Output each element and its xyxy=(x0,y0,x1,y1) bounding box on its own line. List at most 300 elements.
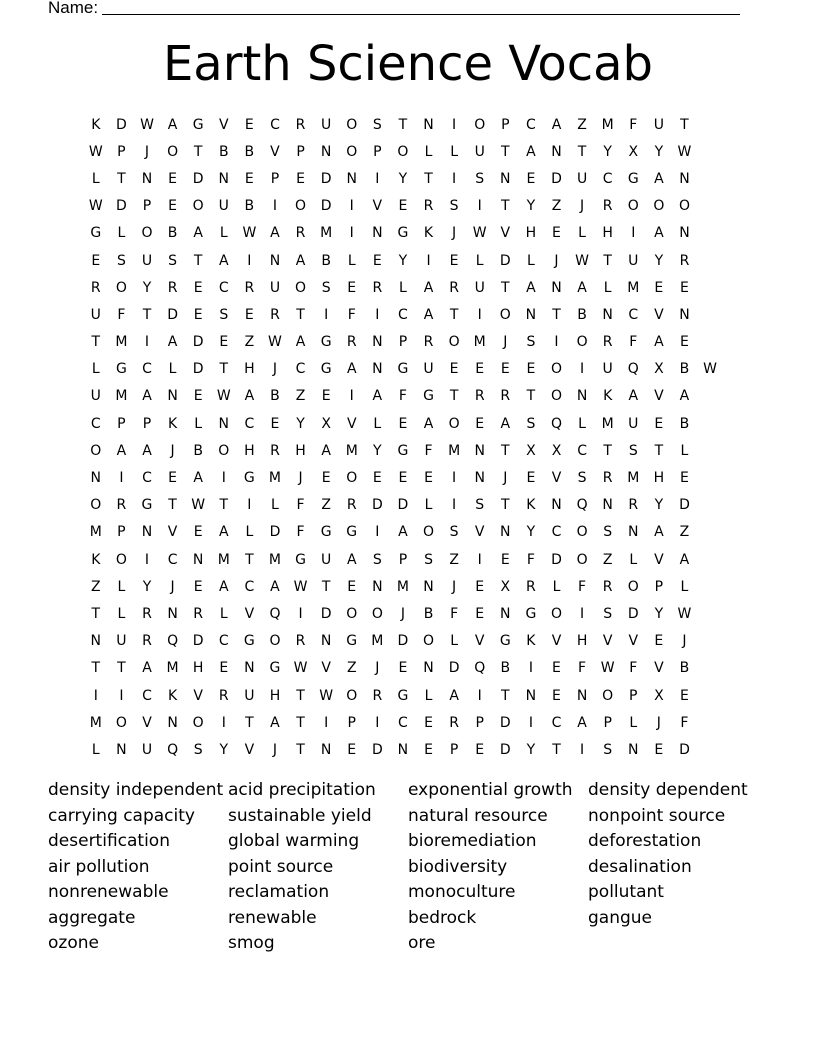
grid-letter: I xyxy=(349,388,354,405)
grid-letter: D xyxy=(371,497,383,514)
grid-letter: T xyxy=(296,714,305,731)
grid-letter: E xyxy=(526,170,536,187)
grid-row xyxy=(83,220,723,247)
grid-letter: Z xyxy=(91,578,101,595)
grid-letter: U xyxy=(474,279,485,296)
grid-letter: I xyxy=(452,170,457,187)
grid-letter: T xyxy=(219,361,229,378)
grid-letter: E xyxy=(475,361,485,378)
grid-letter: E xyxy=(193,578,203,595)
grid-letter: A xyxy=(423,279,434,296)
grid-letter: L xyxy=(91,361,100,378)
grid-letter: M xyxy=(345,442,358,459)
grid-letter: F xyxy=(629,334,638,351)
grid-letter: N xyxy=(141,170,153,187)
grid-letter: W xyxy=(677,143,692,160)
grid-letter: S xyxy=(475,497,485,514)
grid-letter: N xyxy=(141,524,153,541)
grid-letter: A xyxy=(167,334,178,351)
grid-letter: E xyxy=(168,470,177,487)
grid-letter: N xyxy=(500,524,511,541)
grid-letter: L xyxy=(117,578,126,595)
grid-letter: D xyxy=(371,741,383,758)
grid-letter: N xyxy=(628,741,639,758)
grid-letter: Z xyxy=(244,334,255,351)
grid-letter: A xyxy=(500,415,511,432)
grid-letter: V xyxy=(167,524,178,541)
grid-letter: L xyxy=(680,442,689,459)
grid-letter: R xyxy=(346,334,357,351)
grid-letter: P xyxy=(296,143,305,160)
grid-letter: N xyxy=(474,442,485,459)
grid-letter: G xyxy=(397,225,409,242)
grid-letter: W xyxy=(242,225,257,242)
grid-letter: G xyxy=(346,524,358,541)
grid-letter: M xyxy=(627,470,640,487)
grid-letter: U xyxy=(90,388,101,405)
grid-letter: N xyxy=(320,143,332,160)
grid-letter: Y xyxy=(219,741,229,758)
grid-letter: M xyxy=(448,442,461,459)
grid-letter: T xyxy=(91,334,101,351)
grid-letter: N xyxy=(628,524,639,541)
grid-letter: O xyxy=(192,198,204,215)
grid-letter: E xyxy=(475,741,485,758)
grid-letter: E xyxy=(296,170,305,187)
grid-letter: E xyxy=(347,279,357,296)
grid-letter: N xyxy=(679,170,690,187)
grid-letter: E xyxy=(372,470,382,487)
grid-letter: I xyxy=(298,605,303,622)
grid-letter: O xyxy=(90,497,102,514)
grid-letter: E xyxy=(424,470,433,487)
grid-letter: O xyxy=(448,415,460,432)
grid-letter: L xyxy=(399,279,407,296)
grid-letter: D xyxy=(499,252,511,269)
grid-letter: A xyxy=(346,551,357,568)
grid-letter: N xyxy=(167,388,178,405)
grid-letter: K xyxy=(167,687,178,704)
word-search-grid xyxy=(83,111,723,764)
grid-letter: I xyxy=(452,497,457,514)
grid-letter: J xyxy=(554,252,559,269)
grid-letter: H xyxy=(269,687,281,704)
word-bank-item: gangue xyxy=(588,907,653,928)
grid-letter: N xyxy=(397,741,409,758)
grid-letter: U xyxy=(628,252,639,269)
grid-letter: E xyxy=(475,578,485,595)
word-bank-item: monoculture xyxy=(408,882,516,902)
grid-letter: R xyxy=(602,578,613,595)
grid-letter: H xyxy=(525,225,537,242)
grid-letter: W xyxy=(319,687,334,704)
grid-letter: M xyxy=(89,524,102,541)
grid-letter: O xyxy=(576,524,588,541)
grid-letter: E xyxy=(398,415,408,432)
grid-letter: I xyxy=(119,687,124,704)
grid-letter: G xyxy=(397,361,409,378)
grid-letter: E xyxy=(219,334,229,351)
grid-letter: L xyxy=(552,578,561,595)
grid-letter: O xyxy=(346,470,358,487)
grid-letter: B xyxy=(679,361,690,378)
grid-letter: G xyxy=(320,524,332,541)
grid-letter: E xyxy=(680,334,689,351)
grid-letter: T xyxy=(654,442,664,459)
grid-letter: V xyxy=(372,198,383,215)
grid-letter: R xyxy=(372,279,383,296)
grid-row xyxy=(83,437,723,464)
grid-letter: N xyxy=(474,470,485,487)
grid-letter: U xyxy=(321,116,332,133)
grid-letter: O xyxy=(346,605,358,622)
grid-letter: T xyxy=(168,497,177,514)
grid-row xyxy=(83,274,723,301)
grid-letter: V xyxy=(321,660,331,677)
word-bank-item: acid precipitation xyxy=(228,780,376,800)
grid-letter: R xyxy=(679,252,690,269)
grid-letter: E xyxy=(244,116,254,133)
grid-row xyxy=(83,709,723,736)
word-bank-item: reclamation xyxy=(228,882,330,902)
grid-letter: O xyxy=(550,388,562,405)
grid-letter: G xyxy=(192,116,204,133)
grid-letter: O xyxy=(550,605,562,622)
grid-letter: E xyxy=(654,633,664,650)
grid-letter: L xyxy=(271,497,279,514)
grid-letter: N xyxy=(500,605,511,622)
grid-letter: T xyxy=(449,306,459,323)
grid-row xyxy=(83,410,723,437)
grid-letter: P xyxy=(475,714,484,731)
grid-row xyxy=(83,628,723,655)
grid-letter: D xyxy=(192,170,204,187)
grid-letter: N xyxy=(551,497,562,514)
word-bank-item: density independent xyxy=(48,780,224,800)
grid-letter: P xyxy=(654,578,664,595)
grid-letter: I xyxy=(580,741,585,758)
grid-letter: A xyxy=(270,578,280,595)
grid-letter: O xyxy=(295,279,307,296)
word-bank-item: biodiversity xyxy=(408,856,508,877)
name-label: Name: xyxy=(48,0,99,17)
grid-letter: G xyxy=(423,388,434,405)
grid-letter: N xyxy=(576,687,588,704)
grid-letter: G xyxy=(320,361,332,378)
grid-row xyxy=(83,546,723,573)
grid-letter: T xyxy=(193,252,203,269)
grid-letter: Y xyxy=(654,252,664,269)
grid-letter: L xyxy=(629,714,638,731)
word-bank-item: point source xyxy=(228,856,334,877)
grid-letter: D xyxy=(397,633,409,650)
grid-letter: T xyxy=(501,442,510,459)
grid-letter: E xyxy=(475,415,485,432)
grid-letter: X xyxy=(500,578,511,595)
grid-letter: T xyxy=(552,306,561,323)
grid-letter: U xyxy=(321,551,332,568)
grid-letter: O xyxy=(678,198,690,215)
word-bank-item: ozone xyxy=(48,933,99,953)
grid-letter: O xyxy=(141,225,153,242)
grid-letter: A xyxy=(577,279,587,296)
word-bank-item: natural resource xyxy=(408,805,548,826)
grid-letter: C xyxy=(526,116,536,133)
grid-letter: Z xyxy=(551,198,562,215)
grid-letter: Y xyxy=(654,497,664,514)
grid-letter: E xyxy=(526,361,536,378)
grid-letter: R xyxy=(218,687,229,704)
grid-letter: I xyxy=(631,225,636,242)
grid-letter: Y xyxy=(373,442,382,459)
grid-letter: A xyxy=(628,388,639,405)
grid-letter: P xyxy=(603,714,612,731)
grid-letter: B xyxy=(167,225,178,242)
grid-letter: K xyxy=(91,116,101,133)
grid-letter: J xyxy=(580,198,585,215)
grid-letter: W xyxy=(600,660,615,677)
grid-letter: I xyxy=(477,551,482,568)
grid-row xyxy=(83,573,723,600)
grid-letter: U xyxy=(141,741,153,758)
grid-letter: I xyxy=(324,714,329,731)
grid-letter: J xyxy=(452,225,457,242)
grid-letter: A xyxy=(551,116,562,133)
grid-letter: Q xyxy=(550,415,562,432)
grid-letter: L xyxy=(219,225,228,242)
grid-letter: S xyxy=(116,252,126,269)
grid-letter: R xyxy=(142,605,152,622)
grid-letter: X xyxy=(628,143,639,160)
grid-letter: G xyxy=(320,334,332,351)
grid-letter: N xyxy=(679,306,690,323)
grid-letter: C xyxy=(628,306,639,323)
grid-letter: L xyxy=(629,551,638,568)
grid-row xyxy=(83,736,723,763)
grid-letter: T xyxy=(603,252,612,269)
grid-letter: F xyxy=(578,578,587,595)
grid-row xyxy=(83,519,723,546)
grid-letter: N xyxy=(372,225,383,242)
grid-row xyxy=(83,247,723,274)
grid-letter: D xyxy=(167,306,178,323)
grid-letter: S xyxy=(577,470,587,487)
grid-letter: Y xyxy=(654,143,664,160)
grid-letter: T xyxy=(219,497,229,514)
grid-letter: L xyxy=(680,578,689,595)
grid-letter: T xyxy=(321,578,331,595)
grid-letter: E xyxy=(321,388,331,405)
grid-letter: R xyxy=(270,442,280,459)
grid-letter: V xyxy=(654,306,664,323)
grid-letter: B xyxy=(679,660,690,677)
grid-letter: E xyxy=(654,415,664,432)
grid-letter: A xyxy=(654,170,664,187)
grid-letter: Q xyxy=(627,361,639,378)
grid-letter: E xyxy=(680,687,689,704)
grid-letter: T xyxy=(193,143,203,160)
grid-letter: P xyxy=(629,687,638,704)
grid-letter: O xyxy=(115,551,127,568)
grid-letter: R xyxy=(295,225,306,242)
grid-letter: S xyxy=(603,524,613,541)
grid-letter: T xyxy=(245,551,254,568)
grid-row xyxy=(83,165,723,192)
grid-letter: V xyxy=(244,605,255,622)
grid-letter: E xyxy=(680,279,689,296)
grid-letter: M xyxy=(268,551,281,568)
grid-letter: E xyxy=(424,714,433,731)
word-bank-item: exponential growth xyxy=(408,780,573,800)
grid-letter: P xyxy=(142,198,152,215)
grid-letter: Q xyxy=(474,660,486,677)
grid-letter: V xyxy=(270,143,280,160)
grid-letter: Y xyxy=(142,578,152,595)
grid-letter: D xyxy=(116,198,127,215)
grid-letter: U xyxy=(602,361,613,378)
grid-letter: Y xyxy=(142,279,152,296)
grid-letter: C xyxy=(398,306,408,323)
grid-letter: B xyxy=(679,415,690,432)
grid-letter: V xyxy=(654,388,664,405)
grid-letter: R xyxy=(602,470,613,487)
grid-letter: F xyxy=(117,306,126,323)
grid-letter: S xyxy=(219,306,229,323)
grid-row xyxy=(83,111,723,138)
grid-letter: C xyxy=(602,170,613,187)
grid-letter: I xyxy=(119,470,124,487)
grid-letter: U xyxy=(474,143,485,160)
grid-letter: R xyxy=(474,388,485,405)
grid-letter: A xyxy=(142,660,152,677)
grid-letter: M xyxy=(601,116,614,133)
grid-letter: E xyxy=(347,741,357,758)
grid-letter: D xyxy=(397,497,409,514)
grid-letter: L xyxy=(373,415,382,432)
grid-letter: J xyxy=(656,714,661,731)
grid-letter: O xyxy=(576,551,588,568)
grid-letter: A xyxy=(193,470,203,487)
grid-letter: U xyxy=(244,687,255,704)
grid-letter: I xyxy=(93,687,98,704)
grid-letter: A xyxy=(346,361,357,378)
name-field[interactable] xyxy=(48,0,740,18)
grid-letter: A xyxy=(526,279,536,296)
grid-letter: G xyxy=(243,470,255,487)
grid-letter: D xyxy=(551,170,562,187)
grid-letter: B xyxy=(577,306,587,323)
grid-letter: N xyxy=(423,578,434,595)
name-underline[interactable] xyxy=(102,0,740,15)
grid-letter: J xyxy=(298,470,303,487)
grid-letter: T xyxy=(501,497,510,514)
grid-letter: B xyxy=(270,388,280,405)
grid-letter: U xyxy=(141,252,153,269)
grid-letter: N xyxy=(218,415,229,432)
grid-letter: O xyxy=(346,116,358,133)
grid-letter: J xyxy=(400,605,405,622)
grid-letter: F xyxy=(398,388,407,405)
grid-letter: V xyxy=(654,660,664,677)
grid-letter: G xyxy=(141,497,153,514)
grid-letter: R xyxy=(423,198,434,215)
grid-letter: A xyxy=(526,143,536,160)
grid-letter: D xyxy=(320,605,332,622)
grid-letter: B xyxy=(244,198,255,215)
grid-letter: O xyxy=(269,633,281,650)
grid-letter: S xyxy=(449,198,459,215)
word-bank-item: ore xyxy=(408,933,436,953)
grid-letter: A xyxy=(218,578,229,595)
grid-letter: V xyxy=(628,633,639,650)
grid-letter: F xyxy=(296,497,305,514)
grid-letter: C xyxy=(167,551,178,568)
word-bank-item: nonpoint source xyxy=(588,805,726,826)
grid-letter: E xyxy=(552,660,561,677)
grid-letter: I xyxy=(349,225,354,242)
grid-letter: E xyxy=(526,470,536,487)
grid-letter: R xyxy=(295,633,306,650)
grid-letter: Z xyxy=(577,116,587,133)
grid-letter: J xyxy=(144,143,150,160)
grid-letter: R xyxy=(372,687,383,704)
grid-letter: F xyxy=(450,605,459,622)
grid-letter: J xyxy=(272,361,278,378)
grid-letter: R xyxy=(526,578,536,595)
grid-letter: E xyxy=(168,170,177,187)
grid-letter: Q xyxy=(269,605,281,622)
grid-letter: I xyxy=(452,470,457,487)
grid-letter: O xyxy=(397,143,409,160)
grid-letter: V xyxy=(500,225,511,242)
grid-letter: N xyxy=(90,470,102,487)
grid-letter: T xyxy=(91,660,101,677)
grid-letter: W xyxy=(88,143,103,160)
grid-letter: U xyxy=(628,415,639,432)
grid-letter: H xyxy=(192,660,204,677)
grid-letter: C xyxy=(577,442,587,459)
grid-letter: A xyxy=(679,388,690,405)
grid-letter: E xyxy=(244,170,254,187)
grid-letter: A xyxy=(295,334,306,351)
grid-letter: L xyxy=(117,605,126,622)
grid-letter: O xyxy=(499,306,511,323)
grid-letter: B xyxy=(218,143,229,160)
grid-letter: H xyxy=(576,633,588,650)
grid-letter: Y xyxy=(296,415,305,432)
grid-letter: M xyxy=(89,714,102,731)
grid-letter: M xyxy=(217,551,230,568)
grid-letter: F xyxy=(680,714,689,731)
grid-letter: O xyxy=(576,334,588,351)
word-bank xyxy=(48,778,768,957)
grid-row xyxy=(83,464,723,491)
grid-letter: C xyxy=(218,279,229,296)
grid-letter: W xyxy=(472,225,487,242)
grid-letter: E xyxy=(552,225,561,242)
grid-letter: Q xyxy=(167,633,179,650)
grid-letter: N xyxy=(423,660,434,677)
grid-letter: G xyxy=(295,551,306,568)
grid-letter: J xyxy=(503,334,508,351)
grid-letter: U xyxy=(653,116,664,133)
grid-letter: T xyxy=(526,388,536,405)
word-bank-item: desalination xyxy=(588,856,692,877)
grid-letter: E xyxy=(270,415,280,432)
grid-letter: I xyxy=(580,605,585,622)
grid-letter: T xyxy=(142,306,152,323)
word-bank-item: desertification xyxy=(48,831,170,851)
